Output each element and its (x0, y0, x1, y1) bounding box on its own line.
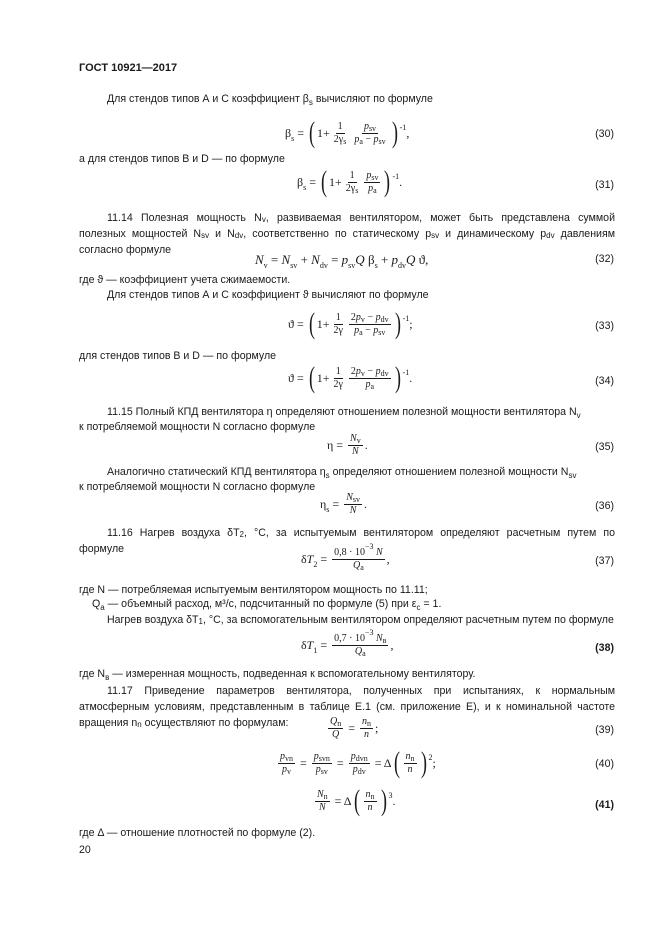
equation-number-34: (34) (595, 375, 614, 387)
paragraph-beta-bd: а для стендов типов В и D — по формуле (79, 153, 285, 165)
paragraph-theta-def: где ϑ — коэффициент учета сжимаемости. (79, 274, 291, 286)
equation-number-36: (36) (595, 500, 614, 512)
paragraph-11-14: 11.14 Полезная мощность Nv, развиваемая вентилятором, может быть представлена суммой полезных мощностей Nsv и Ndv, соответственно по статическому psv и динамическому pdv давлениям согласно формуле (79, 212, 615, 256)
paragraph-dt1: Нагрев воздуха δT1, °С, за вспомогательным вентилятором определяют расчетным путем по формуле (107, 614, 614, 626)
equation-36: ηs = $\frac{N_{sv}}{N}$ . (320, 492, 367, 516)
equation-number-40: (40) (595, 758, 614, 770)
paragraph-11-15-a: 11.15 Полный КПД вентилятора η определяют отношением полезной мощности вентилятора Nv (107, 406, 581, 420)
paragraph-11-15-b: к потребляемой мощности N согласно формуле (79, 421, 316, 433)
equation-number-38: (38) (595, 642, 614, 654)
equation-33: ϑ = ( 1+ $\frac{1}{2\gamma}$ $\frac{2p_v - p_{dv}}{p_a - p_{sv}}$ ) -1 ; (288, 307, 413, 340)
equation-number-30: (30) (595, 128, 614, 140)
paragraph-theta-ac: Для стендов типов А и С коэффициент ϑ вычисляют по формуле (107, 289, 429, 301)
equation-40: $\frac{p_{vn}}{p_v}$ = $\frac{p_{svn}}{p_{sv}}$ = $\frac{p_{dvn}}{p_{dv}}$ = Δ ( $\frac{n_n}{n}$ ) 2 ; (280, 746, 436, 779)
equation-34: ϑ = ( 1+ $\frac{1}{2\gamma}$ $\frac{2p_v - p_{dv}}{p_a}$ ) -1 . (288, 361, 413, 394)
paragraph-where-n: где N — потребляемая испытуемым вентилятором мощность по 11.11; (79, 584, 428, 596)
equation-35: η = $\frac{N_v}{N}$ . (327, 433, 368, 457)
equation-number-41: (41) (595, 799, 614, 811)
paragraph-where-nv: где Nв — измеренная мощность, подведенная к вспомогательному вентилятору. (79, 668, 476, 682)
paragraph-static-eff-a: Аналогично статический КПД вентилятора ηs определяют отношением полезной мощности Nsv (107, 466, 577, 480)
equation-number-32: (32) (595, 253, 614, 265)
equation-38: δT1 = $\frac{0,7 \cdot 10^{-3} N_в}{Q_a}$ , (301, 628, 394, 658)
equation-41: $\frac{N_n}{N}$ = Δ ( $\frac{n_n}{n}$ ) 3 . (317, 784, 396, 817)
equation-37: δT2 = $\frac{0,8 \cdot 10^{-3} N}{Q_a}$ , (301, 542, 390, 572)
paragraph-theta-bd: для стендов типов В и D — по формуле (79, 350, 277, 362)
paragraph-beta-ac: Для стендов типов А и С коэффициент βs вычисляют по формуле (107, 93, 433, 107)
equation-32: Nv = Nsv + Ndv = psvQ βs + pdvQ ϑ, (255, 252, 429, 270)
equation-number-37: (37) (595, 555, 614, 567)
equation-31: βs = ( 1+ $\frac{1}{2\gamma_s}$ $\frac{p_{sv}}{p_a}$ ) -1 . (297, 165, 403, 198)
paragraph-where-delta: где Δ — отношение плотностей по формуле (2). (79, 827, 316, 839)
equation-number-39: (39) (595, 724, 614, 736)
paragraph-static-eff-b: к потребляемой мощности N согласно формуле (79, 481, 316, 493)
paragraph-11-16: 11.16 Нагрев воздуха δT2, °С, за испытуемым вентилятором определяют расчетным путем по формуле (79, 527, 615, 555)
equation-39: $\frac{Q_n}{Q}$ = $\frac{n_n}{n}$ ; (330, 716, 379, 740)
paragraph-11-17: 11.17 Приведение параметров вентилятора, полученных при испытаниях, к нормальным атмосферным условиям, представленным в таблице Е.1 (см. приложение Е), и к номинальной частоте вращения nn осуществляют по формулам: (79, 685, 615, 729)
equation-30: βs = ( 1+ $\frac{1}{2\gamma_s}$ $\frac{p_{sv}}{p_a - p_{sv}}$ ) -1 , (285, 116, 410, 149)
paragraph-where-q: Qa — объемный расход, м³/с, подсчитанный по формуле (5) при εc = 1. (92, 598, 442, 612)
equation-number-35: (35) (595, 441, 614, 453)
equation-number-31: (31) (595, 179, 614, 191)
equation-number-33: (33) (595, 320, 614, 332)
page-number: 20 (79, 844, 91, 856)
document-header: ГОСТ 10921—2017 (79, 62, 178, 74)
